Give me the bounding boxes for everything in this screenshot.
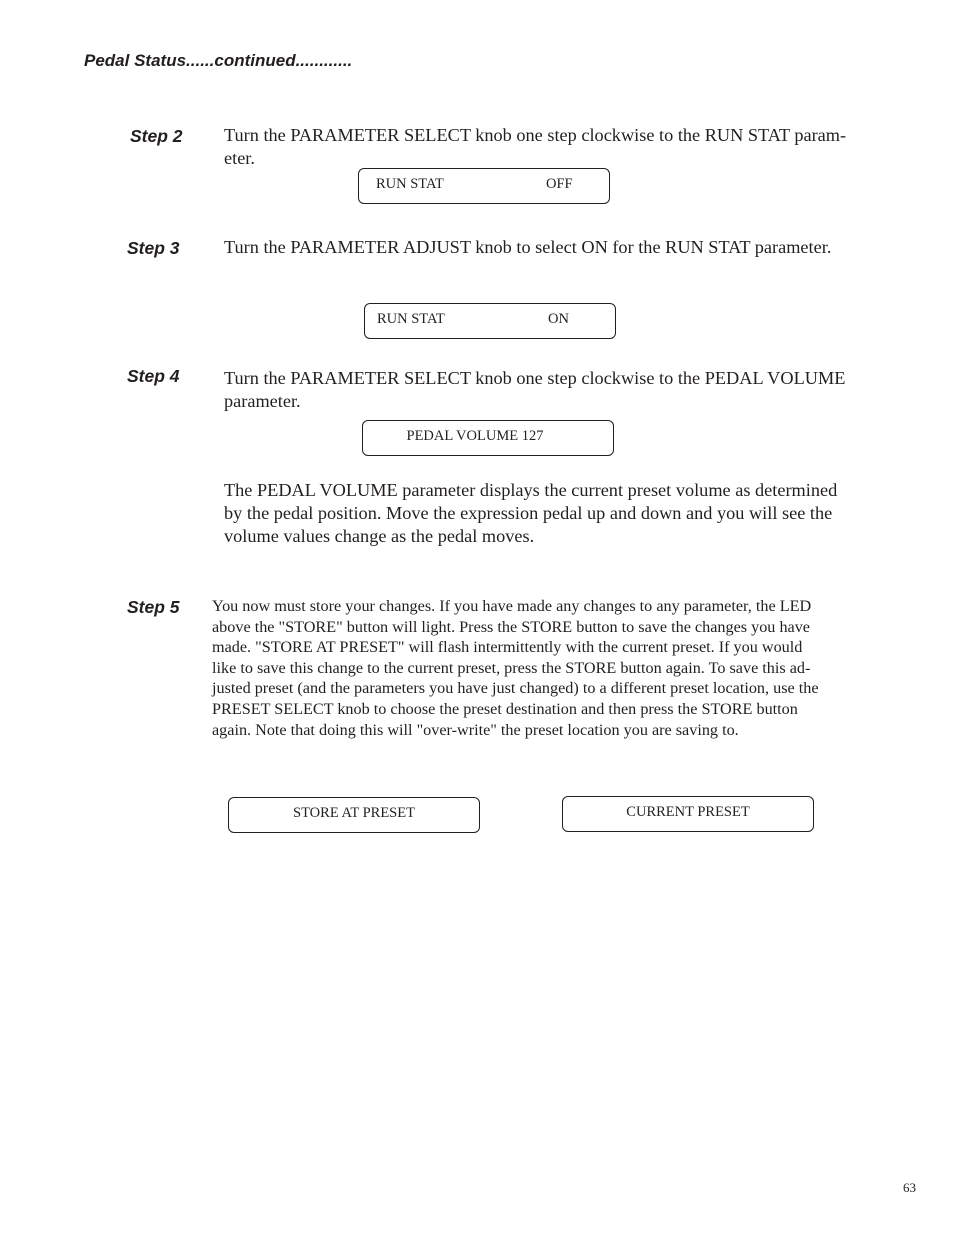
page-number: 63 (903, 1180, 916, 1195)
step-2-label: Step 2 (130, 126, 183, 146)
step-3-text: Turn the PARAMETER ADJUST knob to select ON for the RUN STAT parameter. (224, 237, 832, 257)
step-4-note: The PEDAL VOLUME parameter displays the current preset volume as determined by the pedal position. Move the expression pedal up and down and you will see the volume values change as the pedal moves. (224, 480, 838, 546)
step-5-label: Step 5 (127, 597, 180, 617)
step-5-text: You now must store your changes. If you have made any changes to any parameter, the LED above the "STORE" button will light. Press the STORE button to save the changes you have made. "STORE AT PRESET" will flash intermittently with the current preset. If you would like to save this change to the current preset, press the STORE button again. To save this ad- justed preset (and the parameters you have just changed) to a different preset location, use the PRESET SELECT knob to choose the preset destination and then press the STORE button again. Note that doing this will "over-write" the preset location you are saving to. (212, 597, 819, 739)
lcd-display-pedal-volume (362, 420, 614, 456)
page-heading: Pedal Status......continued............ (84, 51, 353, 70)
lcd-param-value: OFF (546, 176, 573, 192)
step-4-label: Step 4 (127, 366, 180, 386)
lcd-text: STORE AT PRESET (293, 805, 415, 821)
lcd-display-run-stat-off (358, 168, 610, 204)
step-4-text: Turn the PARAMETER SELECT knob one step clockwise to the PEDAL VOLUME parameter. (224, 368, 846, 411)
lcd-text: PEDAL VOLUME 127 (406, 428, 544, 444)
lcd-display-run-stat-on (364, 303, 616, 339)
lcd-param-value: ON (548, 311, 569, 327)
lcd-text: CURRENT PRESET (626, 804, 750, 820)
lcd-param-label: RUN STAT (377, 311, 445, 327)
step-3-label: Step 3 (127, 238, 180, 258)
step-2-text: Turn the PARAMETER SELECT knob one step clockwise to the RUN STAT param- eter. (224, 125, 847, 168)
lcd-display-store-at-preset (228, 797, 480, 833)
lcd-display-current-preset (562, 796, 814, 832)
lcd-param-label: RUN STAT (376, 176, 444, 192)
